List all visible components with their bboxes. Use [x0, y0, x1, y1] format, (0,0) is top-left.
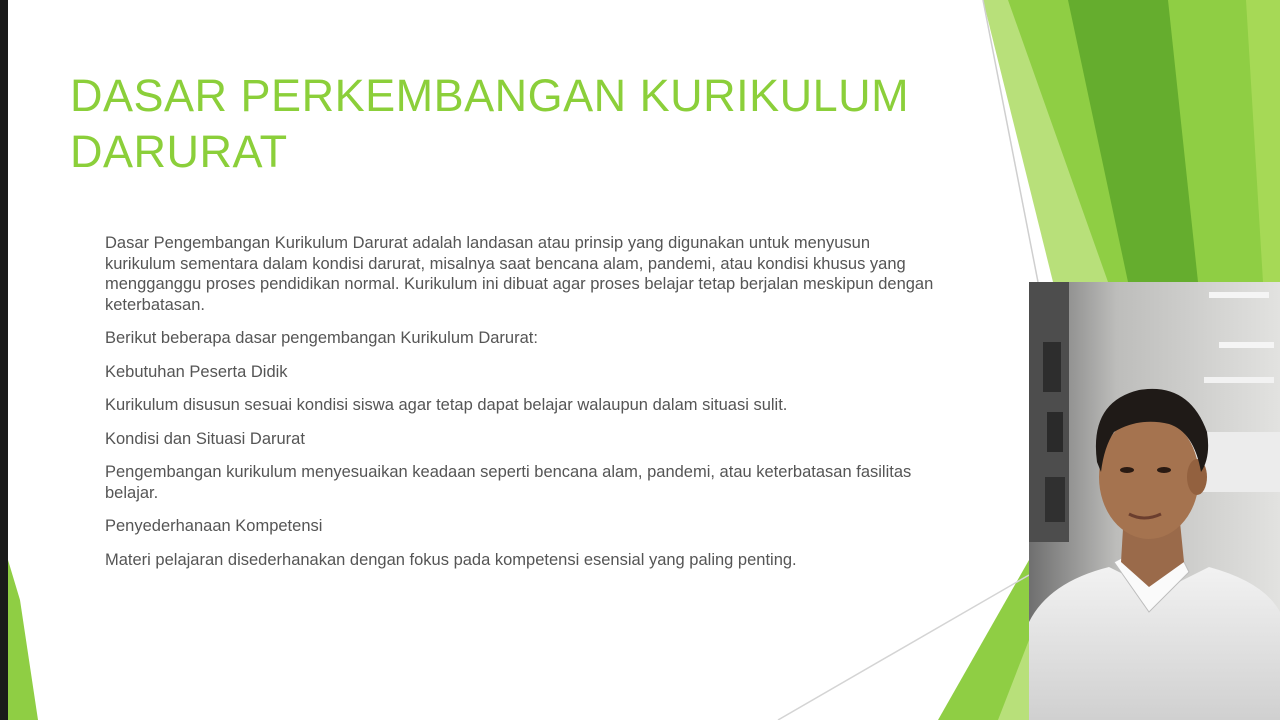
wall-shelf-1	[1209, 292, 1269, 298]
title-line-2: DARURAT	[70, 126, 288, 177]
wall-shelf-2	[1219, 342, 1274, 348]
slide-title	[70, 68, 950, 180]
facet-bottom-left	[8, 560, 38, 720]
wall-frame-2	[1047, 412, 1063, 452]
point-heading-3: Penyederhanaan Kompetensi	[105, 517, 323, 535]
person-eye-right	[1157, 467, 1171, 473]
point-text-3: Materi pelajaran disederhanakan dengan fokus pada kompetensi esensial yang paling penting.	[105, 550, 797, 569]
wall-shelf-3	[1204, 377, 1274, 383]
person-video-feed-icon	[1029, 282, 1280, 720]
point-heading-1: Kebutuhan Peserta Didik	[105, 362, 288, 381]
title-line-1: DASAR PERKEMBANGAN KURIKULUM	[70, 70, 910, 121]
wall-frame-1	[1043, 342, 1061, 392]
point-text-2: Pengembangan kurikulum menyesuaikan keadaan seperti bencana alam, pandemi, atau keterbatasan fasilitas belajar.	[105, 463, 912, 502]
person-face	[1099, 415, 1199, 539]
slide-body	[105, 233, 945, 583]
point-text-1: Kurikulum disusun sesuai kondisi siswa agar tetap dapat belajar walaupun dalam situasi sulit.	[105, 396, 788, 414]
wall-frame-3	[1045, 477, 1065, 522]
person-eye-left	[1120, 467, 1134, 473]
point-heading-2: Kondisi dan Situasi Darurat	[105, 429, 305, 448]
list-intro: Berikut beberapa dasar pengembangan Kurikulum Darurat:	[105, 329, 538, 347]
webcam-overlay	[1029, 282, 1280, 720]
intro-paragraph: Dasar Pengembangan Kurikulum Darurat adalah landasan atau prinsip yang digunakan untuk menyusun kurikulum sementara dalam kondisi darurat, misalnya saat bencana alam, pandemi, atau kondisi khusus yang mengganggu proses pendidikan normal. Kurikulum ini dibuat agar proses belajar tetap berjalan meskipun dengan keterbatasan.	[105, 234, 934, 314]
